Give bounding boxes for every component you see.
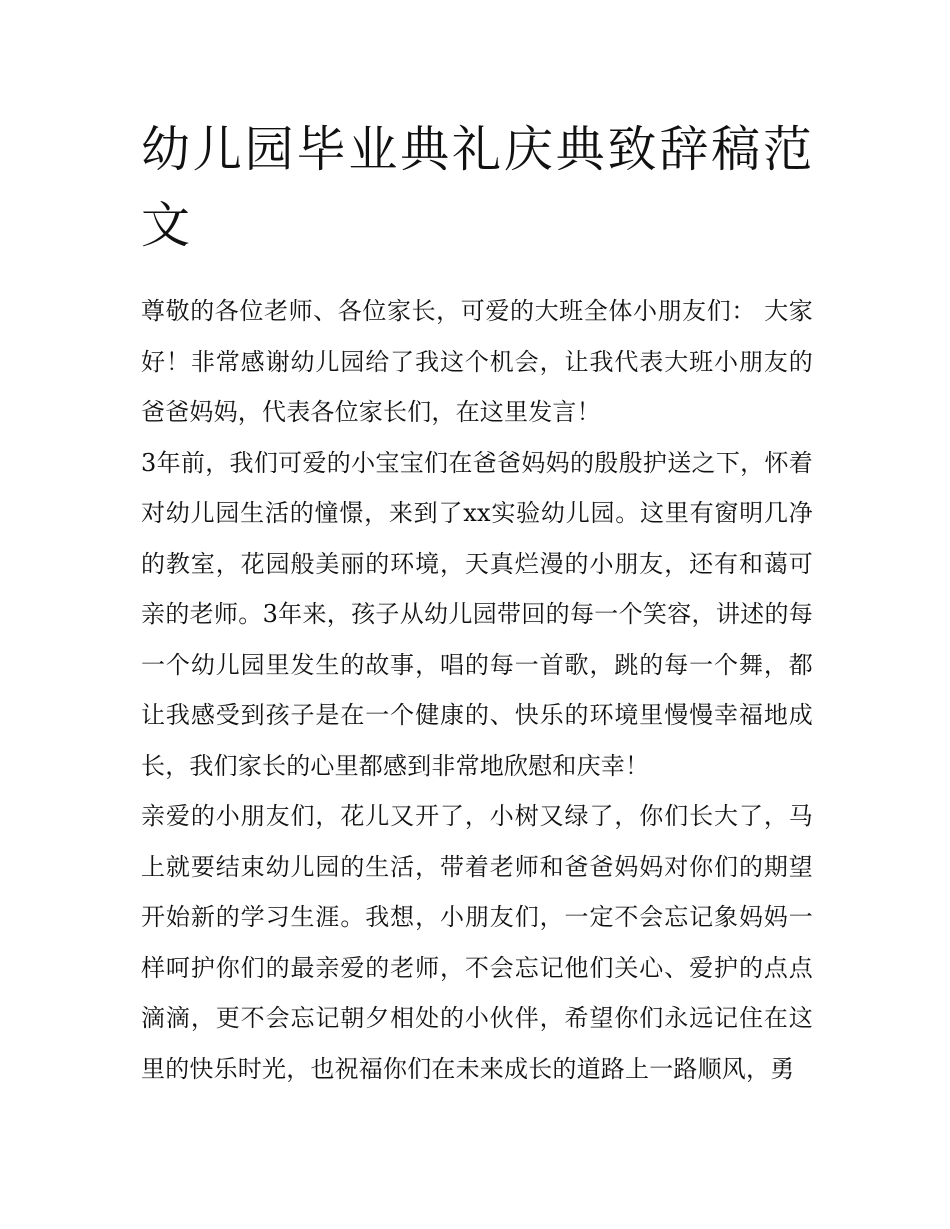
paragraph-memories: 3年前，我们可爱的小宝宝们在爸爸妈妈的殷殷护送之下，怀着对幼儿园生活的憧憬，来到了xx实验幼儿园。这里有窗明几净的教室，花园般美丽的环境，天真烂漫的小朋友，还有和蔼可亲的老师。3年来，孩子从幼儿园带回的每一个笑容，讲述的每一个幼儿园里发生的故事，唱的每一首歌，跳的每一个舞，都让我感受到孩子是在一个健康的、快乐的环境里慢慢幸福地成长，我们家长的心里都感到非常地欣慰和庆幸！ [141,448,813,780]
document-content [141,112,813,1094]
paragraph-wishes: 亲爱的小朋友们，花儿又开了，小树又绿了，你们长大了，马上就要结束幼儿园的生活，带着老师和爸爸妈妈对你们的期望开始新的学习生涯。我想，小朋友们，一定不会忘记象妈妈一样呵护你们的最亲爱的老师，不会忘记他们关心、爱护的点点滴滴，更不会忘记朝夕相处的小伙伴，希望你们永远记住在这里的快乐时光，也祝福你们在未来成长的道路上一路顺风，勇 [141,802,813,1083]
paragraph-greeting: 尊敬的各位老师、各位家长，可爱的大班全体小朋友们： 大家好！非常感谢幼儿园给了我这个机会，让我代表大班小朋友的爸爸妈妈，代表各位家长们，在这里发言！ [141,297,813,426]
document-title: 幼儿园毕业典礼庆典致辞稿范文 [141,121,813,254]
document-body [141,286,813,1094]
